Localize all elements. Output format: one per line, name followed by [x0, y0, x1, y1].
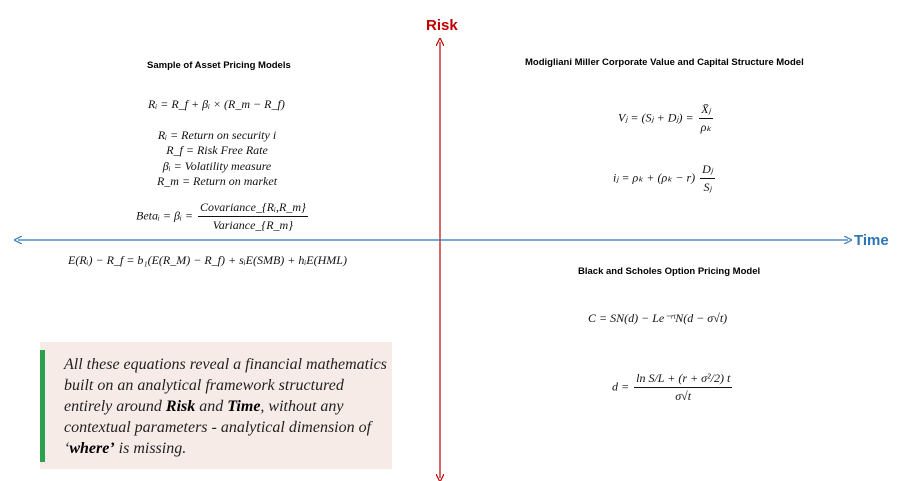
beta-numerator: Covariance_{Rᵢ,R_m} — [198, 200, 308, 217]
note-keyword-time: Time — [227, 398, 261, 415]
definition-beta: βᵢ = Volatility measure — [162, 159, 272, 173]
note-part-2: and — [195, 398, 228, 415]
mm-eq1-denominator: ρₖ — [700, 120, 712, 134]
beta-fraction — [198, 200, 308, 233]
mm-title: Modigliani Miller Corporate Value and Capital Structure Model — [525, 57, 804, 68]
note-keyword-where: where’ — [69, 440, 115, 457]
definition-ri: Rᵢ = Return on security i — [157, 128, 277, 142]
asset-pricing-title: Sample of Asset Pricing Models — [147, 60, 291, 71]
mm-eq2-numerator: Dⱼ — [700, 162, 715, 179]
black-scholes-title: Black and Scholes Option Pricing Model — [578, 266, 761, 277]
note-keyword-risk: Risk — [165, 398, 196, 415]
definition-rf: R_f = Risk Free Rate — [166, 143, 268, 157]
mm-return-equation — [613, 162, 717, 195]
time-axis-label: Time — [854, 232, 889, 249]
beta-equation — [136, 200, 310, 233]
mm-eq1-lhs: Vⱼ = (Sⱼ + Dⱼ) = — [618, 110, 694, 125]
mm-eq2-lhs: iⱼ = ρₖ + (ρₖ − r) — [613, 170, 696, 185]
fama-french-equation: E(Rᵢ) − R_f = b₁(E(R_M) − R_f) + sᵢE(SMB) + hᵢE(HML) — [68, 253, 347, 267]
bs-call-equation: C = SN(d) − Le⁻ʳᵗN(d − σ√t) — [588, 311, 728, 325]
bs-d-denominator: σ√t — [675, 389, 692, 403]
bs-d-lhs: d = — [612, 379, 630, 394]
definition-rm: R_m = Return on market — [156, 174, 278, 188]
bs-d-equation — [612, 371, 734, 404]
note-accent-bar — [40, 350, 45, 462]
note-callout — [40, 342, 392, 469]
capm-equation: Rᵢ = R_f + βᵢ × (R_m − R_f) — [148, 97, 285, 111]
bs-d-fraction — [634, 371, 732, 404]
mm-eq2-denominator: Sⱼ — [703, 180, 712, 194]
risk-axis-label: Risk — [426, 17, 458, 34]
mm-eq2-fraction — [700, 162, 715, 195]
note-part-4: is missing. — [114, 440, 187, 457]
beta-denominator: Variance_{R_m} — [212, 218, 293, 232]
note-text — [64, 354, 390, 459]
beta-lhs: Betaᵢ = βᵢ = — [136, 208, 193, 223]
mm-eq1-numerator: X̄ⱼ — [699, 102, 712, 119]
mm-eq1-fraction — [699, 102, 714, 135]
mm-value-equation — [618, 102, 715, 135]
bs-d-numerator: ln S/L + (r + σ²/2) t — [634, 371, 732, 388]
note-part-3: , without any contextual parameters - analytical dimension of ‘ — [64, 398, 372, 457]
note-part-1: All these equations reveal a financial mathematics built on an analytical framework structured entirely around — [64, 356, 387, 415]
